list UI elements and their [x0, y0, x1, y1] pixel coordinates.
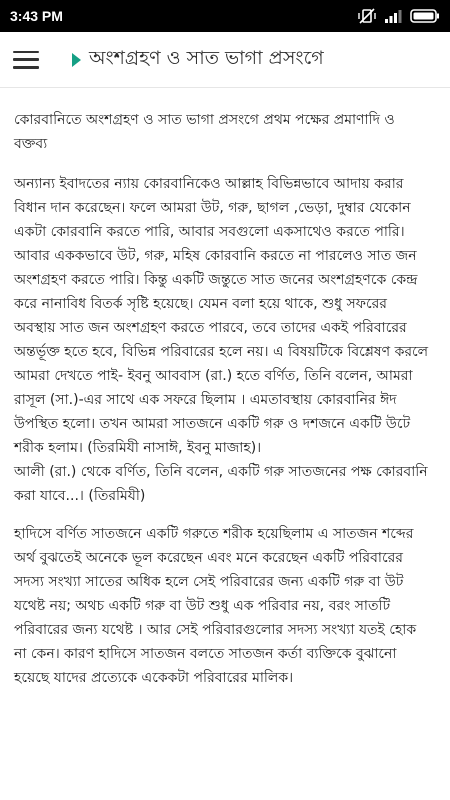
page-title: অংশগ্রহণ ও সাত ভাগা প্রসংগে [89, 46, 324, 69]
play-arrow-icon [72, 53, 81, 67]
status-time: 3:43 PM [10, 8, 63, 24]
app-bar [0, 32, 450, 88]
status-bar [0, 0, 450, 32]
vibrate-off-icon [358, 8, 376, 24]
article-paragraph-2: হাদিসে বর্ণিত সাতজনে একটি গরুতে শরীক হয়েছিলাম এ সাতজন শব্দের অর্থ বুঝতেই অনেকে ভূল করেছেন এবং মনে করেছেন একটি পরিবারের সদস্য সংখ্যা সাতের অধিক হলে সেই পরিবারের জন্য একটি গরু বা উট যথেষ্ট নয়; অথচ একটি গরু বা উট শুধু এক পরিবার নয়, বরং সাতটি পরিবারের জন্য যথেষ্ট । আর সেই পরিবারগুলোর সদস্য সংখ্যা যতই হোক না কেন। কারণ হাদিসে সাতজন বলতে সাতজন কর্তা ব্যক্তিকে বুঝানো হয়েছে যাদের প্রত্যেকে একেকটা পরিবারের মালিক। [14, 526, 417, 686]
signal-icon [384, 8, 402, 24]
status-icons [358, 8, 440, 24]
menu-button[interactable] [0, 32, 52, 88]
article-paragraph-tail: আলী (রা.) থেকে বর্ণিত, তিনি বলেন, একটি গরু সাতজনের পক্ষ কোরবানি করা যাবে...। (তিরমিযী) [14, 464, 428, 504]
article-intro: কোরবানিতে অংশগ্রহণ ও সাত ভাগা প্রসংগে প্রথম পক্ষের প্রমাণাদি ও বক্তব্য [14, 112, 395, 152]
battery-icon [410, 8, 440, 24]
hamburger-menu-icon [13, 51, 39, 69]
article-paragraph [14, 172, 432, 508]
article-content[interactable] [0, 88, 450, 800]
article-paragraph-body: অন্যান্য ইবাদতের ন্যায় কোরবানিকেও আল্লাহ বিভিন্নভাবে আদায় করার বিধান দান করেছেন। ফলে আমরা উট, গরু, ছাগল ,ভেড়া, দুম্বার যেকোন একটা কোরবানি করতে পারি, আবার সবগুলো একসাথেও করতে পারি। আবার এককভাবে উট, গরু, মহিষ কোরবানি করতে না পারলেও সাত জন অংশগ্রহণ করতে পারি। কিন্তু একটি জন্তুতে সাত জনের অংশগ্রহণকে কেন্দ্র করে নানাবিধ বিতর্ক সৃষ্টি হয়েছে। যেমন বলা হয়ে থাকে, শুধু সফরের অবস্থায় সাত জন অংশগ্রহণ করতে পারবে, তবে তাদের একই পরিবারের অন্তর্ভূক্ত হতে হবে, বিভিন্ন পরিবারের হলে নয়। এ বিষয়টিকে বিশ্লেষণ করলে আমরা দেখতে পাই- ইবনু আববাস (রা.) হতে বর্ণিত, তিনি বলেন, আমরা রাসূল (সা.)-এর সাথে এক সফরে ছিলাম । এমতাবস্থায় কোরবানির ঈদ উপস্থিত হলো। তখন আমরা সাতজনে একটি গরু ও দশজনে একটি উটে শরীক হলাম। (তিরমিযী নাসাঈ, ইবনু মাজাহ)। [14, 176, 429, 456]
title-wrap [72, 44, 324, 76]
